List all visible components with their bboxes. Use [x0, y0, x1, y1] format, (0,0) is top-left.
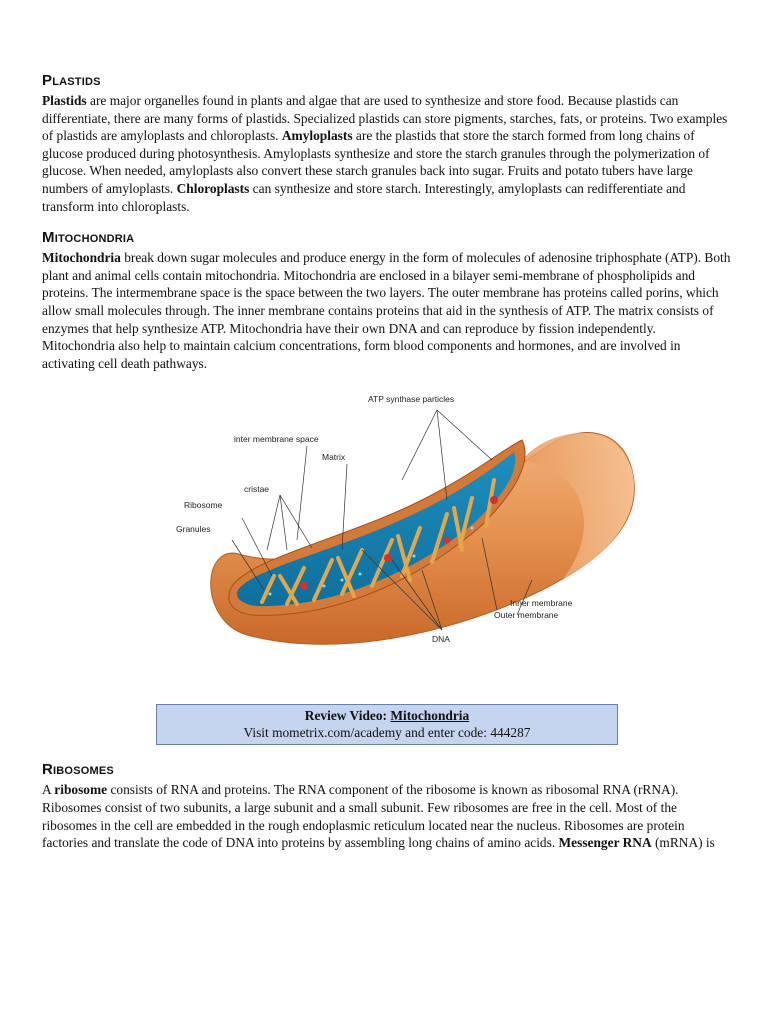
review-video-box — [156, 704, 618, 745]
label-intermembrane-space: inter membrane space — [234, 434, 319, 445]
label-matrix: Matrix — [322, 452, 346, 463]
section-ribosomes — [42, 761, 732, 851]
section-plastids — [42, 72, 732, 215]
label-granules: Granules — [176, 524, 211, 535]
section-mitochondria — [42, 229, 732, 745]
label-dna: DNA — [432, 634, 450, 645]
paragraph-ribosomes: A ribosome consists of RNA and proteins. The RNA component of the ribosome is known as ribosomal RNA (rRNA). Ribosomes consist of two subunits, a large subunit and a small subunit. Few ribosomes are free in the cell. Most of the ribosomes in the cell are embedded in the rough endoplasmic reticulum located near the nucleus. Ribosomes are protein factories and translate the code of DNA into proteins by assembling long chains of amino acids. Messenger RNA (mRNA) is — [42, 782, 715, 851]
bold-term: Mitochondria — [42, 250, 121, 266]
paragraph-mitochondria: Mitochondria break down sugar molecules and produce energy in the form of molecules of adenosine triphosphate (ATP). Both plant and animal cells contain mitochondria. Mitochondria are enclosed in a bilayer semi-membrane of phospholipids and proteins. The intermembrane space is the space between the two layers. The outer membrane has proteins called porins, which allow small molecules through. The inner membrane contains proteins that aid in the synthesis of ATP. The matrix consists of enzymes that help synthesize ATP. Mitochondria have their own DNA and can reproduce by fission independently. Mitochondria also help to maintain calcium concentrations, form blood components and hormones, and are involved in activating cell death pathways. — [42, 250, 731, 371]
bold-term: Plastids — [42, 93, 87, 108]
review-video-code: Visit mometrix.com/academy and enter code: 444287 — [243, 725, 531, 741]
mitochondrion-diagram — [42, 390, 732, 690]
bold-term: Amyloplasts — [281, 128, 353, 144]
diagram-labels — [42, 390, 732, 690]
bold-term: Chloroplasts — [176, 180, 250, 196]
label-atp-synthase: ATP synthase particles — [368, 394, 455, 405]
bold-term: Messenger RNA — [558, 835, 652, 851]
document-page — [42, 72, 732, 866]
heading-plastids: Plastids — [42, 72, 101, 89]
label-inner-membrane: Inner membrane — [510, 598, 573, 609]
heading-mitochondria: Mitochondria — [42, 229, 135, 247]
bold-term: ribosome — [54, 782, 108, 798]
review-video-prefix: Review Video: — [304, 708, 391, 724]
heading-ribosomes: Ribosomes — [42, 761, 114, 779]
review-video-link[interactable]: Mitochondria — [390, 708, 470, 724]
label-cristae: cristae — [244, 484, 270, 495]
paragraph-plastids: Plastids are major organelles found in plants and algae that are used to synthesize and store food. Because plastids can differentiate, there are many forms of plastids. Specialized plastids can store pigments, starches, fats, or proteins. Two examples of plastids are amyloplasts and chloroplasts. Amyloplasts are the plastids that store the starch formed from long chains of glucose produced during photosynthesis. Amyloplasts synthesize and store the starch granules through the polymerization of glucose. When needed, amyloplasts also convert these starch granules back into sugar. Fruits and potato tubers have large numbers of amyloplasts. Chloroplasts can synthesize and store starch. Interestingly, amyloplasts can redifferentiate and transform into chloroplasts. — [42, 93, 728, 214]
label-outer-membrane: Outer membrane — [494, 610, 559, 621]
label-ribosome: Ribosome — [184, 500, 223, 511]
